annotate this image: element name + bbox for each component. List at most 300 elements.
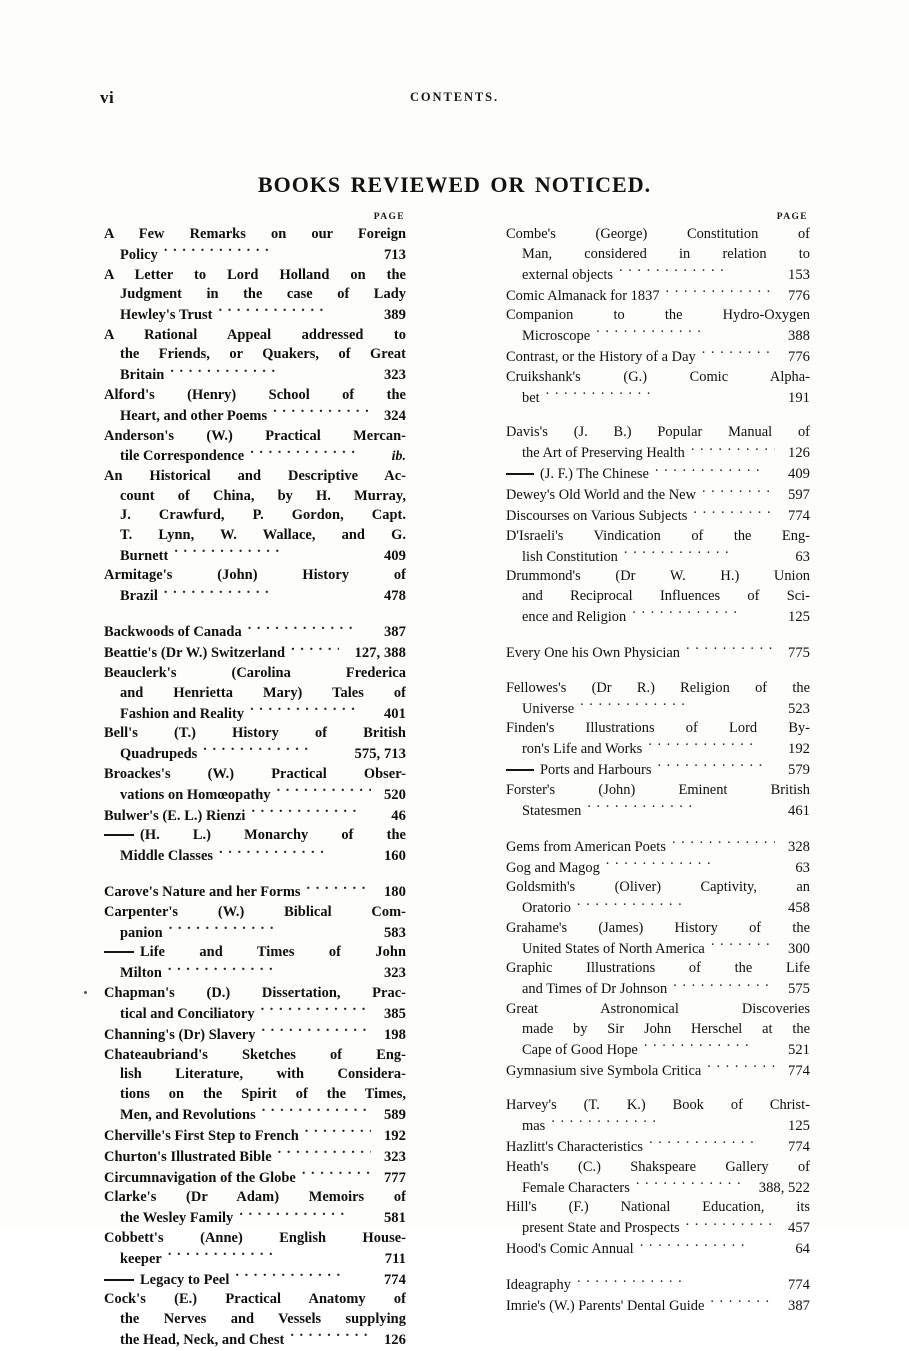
contents-entry	[104, 1125, 406, 1146]
contents-entry	[104, 225, 406, 266]
contents-entry	[104, 622, 406, 643]
entry-last-line	[104, 805, 406, 826]
section-title: BOOKS REVIEWED OR NOTICED.	[257, 172, 652, 197]
entry-text: Gog and Magog	[506, 859, 600, 876]
entry-text: Chateaubriand's Sketches of Eng-	[104, 1046, 406, 1063]
entry-text: Ideagraphy	[506, 1277, 571, 1294]
entry-page-number: 126	[383, 1332, 406, 1349]
entry-page-number: 180	[383, 884, 406, 901]
entry-last-line	[104, 586, 406, 607]
entry-text: Burnett	[120, 547, 169, 564]
entry-text: Cape of Good Hope	[522, 1041, 638, 1058]
repeat-author-dash	[506, 769, 534, 771]
entry-text: tical and Conciliatory	[120, 1006, 255, 1022]
dot-leader	[162, 963, 371, 977]
contents-entry	[506, 836, 810, 857]
entry-last-line	[506, 643, 810, 664]
entry-text: J. Crawfurd, P. Gordon, Capt.	[120, 507, 406, 524]
entry-last-line	[104, 784, 406, 805]
entry-text: tile Correspondence	[120, 448, 245, 465]
contents-entry	[104, 984, 406, 1025]
entry-text: the Art of Preserving Health	[522, 445, 685, 462]
entry-text: Graphic Illustrations of the Life	[506, 960, 810, 977]
entry-page-number: 579	[788, 762, 810, 779]
entry-last-line	[506, 326, 810, 347]
entry-text: count of China, by H. Murray,	[120, 487, 406, 504]
dot-leader	[626, 607, 775, 621]
entry-page-number: 774	[788, 1062, 810, 1079]
dot-leader	[642, 739, 775, 753]
entry-last-line	[104, 846, 406, 867]
contents-entry	[506, 760, 810, 781]
entry-page-number: 461	[788, 802, 810, 819]
entry-page-number: 776	[788, 287, 810, 304]
entry-page-number: 64	[795, 1241, 810, 1258]
entry-line	[104, 266, 406, 286]
entry-text: Britain	[120, 367, 165, 384]
entry-line	[104, 506, 406, 526]
entry-last-line	[104, 922, 406, 943]
entry-text: Legacy to Peel	[104, 1271, 229, 1291]
entry-text: Bulwer's (E. L.) Rienzi	[104, 807, 246, 824]
contents-entry	[104, 1146, 406, 1167]
contents-entry	[506, 1060, 810, 1081]
entry-text: Harvey's (T. K.) Book of Christ-	[506, 1097, 810, 1114]
contents-entry	[506, 527, 810, 568]
dot-leader	[233, 1208, 371, 1222]
entry-text: and Reciprocal Influences of Sci-	[522, 588, 810, 604]
repeat-author-dash	[104, 834, 134, 836]
entry-text: Carpenter's (W.) Biblical Com-	[104, 903, 406, 920]
entry-page-number: 774	[788, 508, 810, 525]
entry-page-number: 520	[383, 786, 406, 803]
entry-line	[104, 724, 406, 744]
entry-last-line	[506, 347, 810, 368]
entry-line	[104, 664, 406, 684]
entry-line	[104, 765, 406, 785]
entry-last-line	[506, 938, 810, 959]
entry-page-number: 300	[788, 940, 810, 957]
dot-leader	[680, 643, 775, 657]
entry-last-line	[506, 264, 810, 285]
contents-entry	[104, 427, 406, 468]
contents-entry	[104, 1188, 406, 1229]
entry-last-line	[104, 406, 406, 427]
entry-page-number: 575	[788, 981, 810, 998]
entry-page-number: 125	[788, 608, 810, 625]
folio-number: vi	[100, 88, 115, 107]
entry-page-number: 409	[788, 466, 810, 483]
entry-last-line	[506, 1239, 810, 1260]
contents-entry	[506, 1296, 810, 1317]
running-head-title: CONTENTS.	[410, 90, 499, 104]
entry-text: Dewey's Old World and the New	[506, 487, 696, 504]
dot-leader	[299, 1125, 371, 1139]
entry-page-number: 521	[788, 1041, 810, 1058]
dot-leader	[696, 347, 775, 361]
contents-entry	[104, 1229, 406, 1270]
entry-last-line	[104, 1146, 406, 1167]
entry-line	[506, 1198, 810, 1218]
entry-line	[506, 719, 810, 739]
entry-text: mas	[522, 1118, 546, 1135]
entry-line	[506, 959, 810, 979]
contents-entry	[104, 1290, 406, 1350]
page-column-header: PAGE	[776, 212, 808, 222]
entry-text: Universe	[522, 700, 575, 717]
entry-page-number: 388, 522	[758, 1179, 810, 1196]
entry-text: (J. F.) The Chinese	[506, 465, 649, 485]
dot-leader	[705, 938, 775, 952]
contents-entry	[104, 566, 406, 607]
entry-text: Hazlitt's Characteristics	[506, 1139, 643, 1156]
entry-page-number: 46	[391, 807, 406, 824]
entry-page-number: 774	[788, 1139, 810, 1156]
contents-entry	[506, 347, 810, 368]
entry-text: Gems from American Poets	[506, 838, 666, 855]
entry-text: present State and Prospects	[522, 1220, 680, 1237]
entry-text: Beauclerk's (Carolina Frederica	[104, 664, 406, 681]
dot-leader	[666, 836, 775, 850]
contents-entry	[104, 1167, 406, 1188]
entry-line	[506, 878, 810, 898]
entry-text: Oratorio	[522, 900, 571, 917]
entry-page-number: 127, 388	[354, 645, 406, 662]
entry-page-number: 776	[788, 349, 810, 366]
contents-entry	[506, 878, 810, 919]
dot-leader	[272, 1146, 371, 1160]
entry-text: Hood's Comic Annual	[506, 1241, 634, 1258]
dot-leader	[574, 698, 775, 712]
entry-text: Goldsmith's (Oliver) Captivity, an	[506, 879, 810, 896]
entry-last-line	[506, 979, 810, 1000]
entry-last-line	[506, 1060, 810, 1081]
dot-leader	[687, 506, 775, 520]
contents-entry	[104, 664, 406, 724]
entry-text: T. Lynn, W. Wallace, and G.	[120, 526, 406, 543]
entry-page-number: 774	[383, 1271, 406, 1288]
entry-text: Ports and Harbours	[506, 761, 651, 781]
entry-text: Great Astronomical Discoveries	[506, 1000, 810, 1017]
contents-entry	[104, 1046, 406, 1126]
entry-last-line	[506, 485, 810, 506]
entry-line	[104, 1046, 406, 1066]
dot-leader	[618, 546, 775, 560]
dot-leader	[600, 857, 775, 871]
entry-line	[506, 919, 810, 939]
entry-last-line	[506, 739, 810, 760]
entry-text: Brazil	[120, 588, 158, 605]
entry-text: Davis's (J. B.) Popular Manual of	[506, 424, 810, 441]
entry-last-line	[104, 1269, 406, 1290]
contents-entry	[104, 643, 406, 664]
entry-page-number: 388	[788, 328, 810, 345]
entry-page-number: 523	[788, 700, 810, 717]
entry-text: United States of North America	[522, 940, 705, 957]
entry-text: Cruikshank's (G.) Comic Alpha-	[506, 368, 810, 385]
contents-entry	[506, 959, 810, 1000]
entry-last-line	[104, 1025, 406, 1046]
entry-text: Statesmen	[522, 802, 582, 819]
entry-last-line	[104, 446, 406, 467]
entry-last-line	[506, 760, 810, 781]
contents-entry	[104, 1025, 406, 1046]
entry-text: Microscope	[522, 328, 591, 345]
entry-page-number: 198	[383, 1026, 406, 1043]
entry-line	[104, 326, 406, 346]
contents-entry	[506, 285, 810, 306]
entry-page-number: 323	[383, 965, 406, 982]
entry-text: bet	[522, 389, 540, 406]
entry-last-line	[104, 365, 406, 386]
entry-text: Channing's (Dr) Slavery	[104, 1026, 256, 1043]
contents-column-right	[506, 212, 810, 1351]
entry-page-number: 323	[383, 1148, 406, 1165]
dot-leader	[660, 285, 775, 299]
contents-entry	[506, 781, 810, 822]
entry-text: Discourses on Various Subjects	[506, 508, 688, 525]
dot-leader	[213, 846, 371, 860]
entry-line	[506, 368, 810, 388]
entry-text: vations on Homœopathy	[120, 786, 271, 803]
contents-entry	[506, 368, 810, 409]
entry-page-number: 191	[788, 389, 810, 406]
entry-page-number: 387	[788, 1298, 810, 1315]
contents-entry	[506, 1096, 810, 1137]
dot-leader	[685, 443, 775, 457]
entry-last-line	[506, 1218, 810, 1239]
entry-text: Comic Almanack for 1837	[506, 287, 660, 304]
dot-leader	[163, 922, 371, 936]
contents-entry	[506, 567, 810, 627]
entry-last-line	[104, 1248, 406, 1269]
entry-text: Chapman's (D.) Dissertation, Prac-	[104, 985, 406, 1002]
entry-page-number: 63	[795, 548, 810, 565]
contents-entry	[506, 679, 810, 720]
entry-text: Gymnasium sive Symbola Critica	[506, 1062, 702, 1079]
contents-entry	[506, 306, 810, 347]
entry-line	[104, 526, 406, 546]
entry-page-number: 160	[383, 848, 406, 865]
entry-line	[104, 427, 406, 447]
dot-leader	[590, 326, 775, 340]
entry-page-number: 583	[383, 924, 406, 941]
entry-line	[104, 345, 406, 365]
dot-leader	[680, 1218, 775, 1232]
entry-text: Hewley's Trust	[120, 307, 213, 324]
entry-text: made by Sir John Herschel at the	[522, 1020, 810, 1037]
entry-page-number: 125	[788, 1118, 810, 1135]
dot-leader	[643, 1137, 775, 1151]
dot-leader	[229, 1269, 371, 1283]
dot-leader	[255, 1025, 371, 1039]
contents-entry	[506, 857, 810, 878]
entry-text: A Rational Appeal addressed to	[104, 326, 406, 343]
entry-last-line	[506, 1116, 810, 1137]
dot-leader	[571, 898, 775, 912]
entry-text: Backwoods of Canada	[104, 624, 242, 641]
entry-last-line	[104, 1167, 406, 1188]
entry-text: lish Literature, with Considera-	[120, 1066, 406, 1083]
entry-page-number: ib.	[391, 448, 406, 464]
entry-last-line	[506, 1275, 810, 1296]
entry-line	[506, 587, 810, 607]
contents-entry	[104, 826, 406, 867]
entry-text: Quadrupeds	[120, 746, 198, 763]
entry-text: Cobbett's (Anne) English House-	[104, 1229, 406, 1246]
contents-entry	[104, 386, 406, 427]
entry-text: Broackes's (W.) Practical Obser-	[104, 765, 406, 782]
entry-last-line	[104, 963, 406, 984]
entry-last-line	[104, 1104, 406, 1125]
entry-text: lish Constitution	[522, 548, 618, 565]
entry-list-right	[506, 225, 810, 1317]
repeat-author-dash	[104, 951, 134, 953]
entry-text: D'Israeli's Vindication of the Eng-	[506, 527, 810, 544]
entry-line	[506, 306, 810, 326]
entry-line	[104, 386, 406, 406]
entry-last-line	[506, 1137, 810, 1158]
entry-line	[104, 225, 406, 245]
entry-text: Contrast, or the History of a Day	[506, 349, 696, 366]
entry-last-line	[104, 1125, 406, 1146]
entry-text: Alford's (Henry) School of the	[104, 386, 406, 403]
entry-page-number: 575, 713	[354, 746, 406, 763]
dot-leader	[696, 485, 775, 499]
dot-leader	[301, 882, 371, 896]
dot-leader	[213, 305, 371, 319]
entry-line	[104, 826, 406, 846]
entry-page-number: 774	[788, 1277, 810, 1294]
entry-text: Heart, and other Poems	[120, 407, 268, 424]
page-column-header: PAGE	[373, 212, 405, 222]
entry-text: A Few Remarks on our Foreign	[104, 226, 406, 242]
entry-line	[104, 285, 406, 305]
entry-line	[506, 225, 810, 245]
dot-leader	[158, 586, 371, 600]
contents-entry	[506, 919, 810, 960]
dot-leader	[256, 1104, 371, 1118]
entry-line	[104, 1290, 406, 1310]
entry-text: Anderson's (W.) Practical Mercan-	[104, 427, 406, 444]
entry-last-line	[104, 622, 406, 643]
entry-last-line	[104, 703, 406, 724]
entry-text: the Friends, or Quakers, of Great	[120, 346, 406, 363]
entry-page-number: 389	[383, 307, 406, 324]
dot-leader	[245, 805, 371, 819]
entry-line	[104, 943, 406, 963]
contents-entry	[104, 943, 406, 984]
dot-leader	[651, 760, 775, 774]
entry-text: ron's Life and Works	[522, 741, 643, 758]
entry-last-line	[506, 285, 810, 306]
entry-text: Cock's (E.) Practical Anatomy of	[104, 1291, 406, 1308]
entry-text: Man, considered in relation to	[522, 245, 810, 262]
contents-entry	[104, 1269, 406, 1290]
contents-entry	[104, 724, 406, 765]
contents-entry	[104, 467, 406, 566]
entry-text: Cherville's First Step to French	[104, 1127, 299, 1144]
entry-text: Men, and Revolutions	[120, 1106, 256, 1123]
entry-text: Grahame's (James) History of the	[506, 919, 810, 936]
dot-leader	[630, 1177, 743, 1191]
contents-entry	[506, 464, 810, 485]
entry-page-number: 711	[384, 1250, 406, 1267]
entry-text: Finden's Illustrations of Lord By-	[506, 720, 810, 737]
entry-page-number: 589	[383, 1106, 406, 1123]
dot-leader	[255, 1004, 371, 1018]
contents-entry	[104, 326, 406, 386]
contents-entry	[506, 1239, 810, 1260]
repeat-author-dash	[104, 1279, 134, 1281]
dot-leader	[284, 1330, 371, 1344]
entry-line	[506, 1158, 810, 1178]
entry-line	[506, 423, 810, 443]
entry-text: An Historical and Descriptive Ac-	[104, 468, 406, 485]
entry-line	[104, 1188, 406, 1208]
dot-leader	[164, 365, 371, 379]
entry-last-line	[104, 1208, 406, 1229]
dot-leader	[158, 245, 371, 259]
entry-page-number: 713	[383, 246, 406, 263]
entry-text: Imrie's (W.) Parents' Dental Guide	[506, 1298, 705, 1315]
entry-last-line	[506, 698, 810, 719]
dot-leader	[540, 387, 775, 401]
entry-page-number: 126	[788, 445, 810, 462]
entry-list-left	[104, 225, 406, 1351]
dot-leader	[271, 784, 371, 798]
contents-entry	[506, 485, 810, 506]
contents-entry	[506, 643, 810, 664]
contents-entry	[104, 882, 406, 903]
entry-last-line	[104, 643, 406, 664]
entry-last-line	[506, 546, 810, 567]
entry-last-line	[104, 882, 406, 903]
leader-gap	[285, 643, 339, 657]
entry-last-line	[506, 1296, 810, 1317]
entry-last-line	[506, 857, 810, 878]
dot-leader	[613, 264, 775, 278]
entry-line	[104, 903, 406, 923]
entry-text: ence and Religion	[522, 608, 627, 625]
entry-page-number: 597	[788, 487, 810, 504]
entry-text: panion	[120, 924, 163, 941]
entry-last-line	[104, 744, 406, 765]
entry-text: Armitage's (John) History of	[104, 567, 406, 584]
entry-text: and Times of Dr Johnson	[522, 981, 668, 998]
entry-page-number: 409	[383, 547, 406, 564]
entry-line	[104, 566, 406, 586]
leader-gap	[704, 1296, 775, 1310]
entry-line	[506, 245, 810, 265]
contents-entry	[506, 506, 810, 527]
entry-text: Carove's Nature and her Forms	[104, 884, 301, 901]
entry-text: Life and Times of John	[104, 943, 406, 963]
entry-last-line	[104, 245, 406, 266]
entry-last-line	[506, 1039, 810, 1060]
entry-line	[506, 527, 810, 547]
dot-leader	[244, 703, 371, 717]
entry-last-line	[506, 607, 810, 628]
dot-leader	[267, 406, 371, 420]
contents-entry	[506, 1275, 810, 1296]
entry-line	[506, 679, 810, 699]
dot-leader	[244, 446, 371, 460]
contents-entry	[506, 719, 810, 760]
scan-artifact-speck	[84, 991, 87, 994]
dot-leader	[197, 744, 339, 758]
entry-last-line	[104, 1330, 406, 1351]
